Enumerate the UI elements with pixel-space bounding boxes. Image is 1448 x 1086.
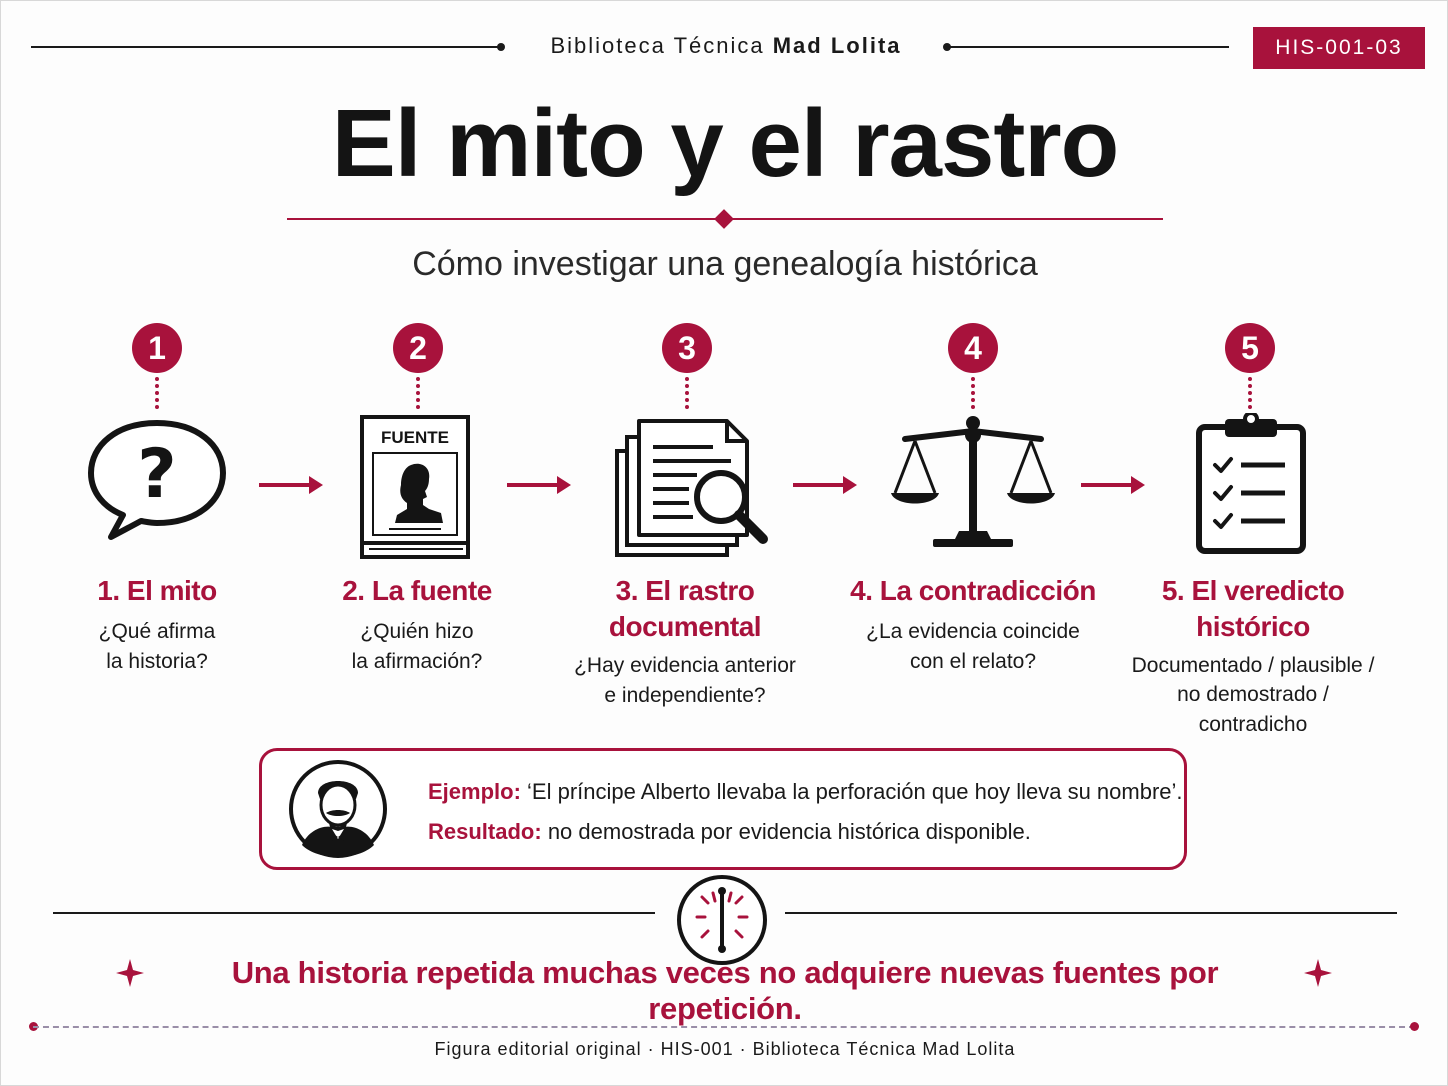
page-title: El mito y el rastro — [331, 90, 1119, 197]
sparkle-icon — [115, 958, 145, 988]
documents-magnifier-icon — [613, 413, 773, 563]
source-book-icon — [359, 413, 475, 563]
header-library-prefix: Biblioteca Técnica — [550, 33, 765, 58]
step-number-badge: 1 — [132, 323, 182, 373]
step-question-line: con el relato? — [909, 650, 1037, 674]
header-rule-left — [31, 46, 501, 48]
step-number-badge: 3 — [662, 323, 712, 373]
step-question-line: e independiente? — [604, 684, 766, 708]
step-question — [1123, 651, 1383, 739]
step-verdict-line: no demostrado / — [1177, 683, 1329, 707]
step-question-line: ¿Quién hizo — [360, 620, 474, 643]
step-number-badge: 5 — [1225, 323, 1275, 373]
step-title-line: 3. El rastro — [615, 575, 755, 606]
example-result — [428, 819, 1031, 845]
step-connector-dots — [155, 377, 159, 409]
clipboard-checklist-icon — [1195, 413, 1307, 555]
step-verdict-line: contradicho — [1198, 712, 1308, 736]
step-connector-dots — [416, 377, 420, 409]
step-question-line: ¿Hay evidencia anterior — [574, 654, 796, 677]
exclamation-burst-icon — [675, 873, 769, 967]
step-question — [555, 651, 815, 712]
result-text: no demostrada por evidencia histórica disponible. — [547, 819, 1031, 844]
conclusion-statement: Una historia repetida muchas veces no adquiere nuevas fuentes por repetición. — [231, 955, 1219, 1026]
example-label: Ejemplo: — [428, 779, 521, 804]
step-question-line: la historia? — [106, 650, 208, 674]
step-question — [843, 617, 1103, 678]
step-question-line: ¿Qué afirma — [98, 620, 216, 643]
step-connector-dots — [1248, 377, 1252, 409]
header-library-name — [501, 33, 951, 59]
footer-rule-dot-right — [1410, 1022, 1419, 1031]
svg-text:?: ? — [137, 435, 177, 514]
step-verdict-line: Documentado / plausible / — [1131, 654, 1375, 677]
step-number-badge: 2 — [393, 323, 443, 373]
step-question — [287, 617, 547, 678]
step-title — [1123, 573, 1383, 646]
header-library-brand: Mad Lolita — [772, 33, 902, 58]
step-connector-dots — [971, 377, 975, 409]
document-code-badge: HIS-001-03 — [1253, 27, 1425, 69]
divider-rule-right — [785, 912, 1397, 914]
step-title-line: histórico — [1196, 611, 1310, 643]
book-label: FUENTE — [381, 428, 449, 447]
step-question-line: la afirmación? — [351, 650, 483, 674]
flow-arrow — [1081, 473, 1147, 497]
step-title: 1. El mito — [97, 575, 217, 606]
step-title-line: documental — [608, 611, 762, 643]
victorian-gentleman-portrait-icon — [288, 759, 388, 859]
step-title — [555, 573, 815, 646]
title-diamond-ornament — [714, 209, 734, 229]
example-text: ‘El príncipe Alberto llevaba la perforación que hoy lleva su nombre’. — [527, 779, 1183, 804]
footer-credit: Figura editorial original · HIS-001 · Biblioteca Técnica Mad Lolita — [434, 1039, 1016, 1059]
example-callout — [259, 748, 1187, 870]
step-question — [27, 617, 287, 678]
question-speech-bubble-icon — [85, 413, 229, 543]
step-title: 2. La fuente — [342, 575, 492, 606]
balance-scale-icon — [889, 413, 1057, 553]
page-subtitle: Cómo investigar una genealogía histórica — [412, 245, 1038, 283]
footer-dashed-rule — [33, 1026, 1415, 1028]
header-rule-right — [947, 46, 1229, 48]
example-statement — [428, 779, 1183, 805]
flow-arrow — [259, 473, 325, 497]
step-question-line: ¿La evidencia coincide — [866, 620, 1080, 643]
flow-arrow — [793, 473, 859, 497]
step-title: 4. La contradicción — [850, 575, 1096, 606]
sparkle-icon — [1303, 958, 1333, 988]
step-connector-dots — [685, 377, 689, 409]
divider-rule-left — [53, 912, 655, 914]
flow-arrow — [507, 473, 573, 497]
step-title-line: 5. El veredicto — [1161, 575, 1345, 606]
result-label: Resultado: — [428, 819, 542, 844]
step-number-badge: 4 — [948, 323, 998, 373]
